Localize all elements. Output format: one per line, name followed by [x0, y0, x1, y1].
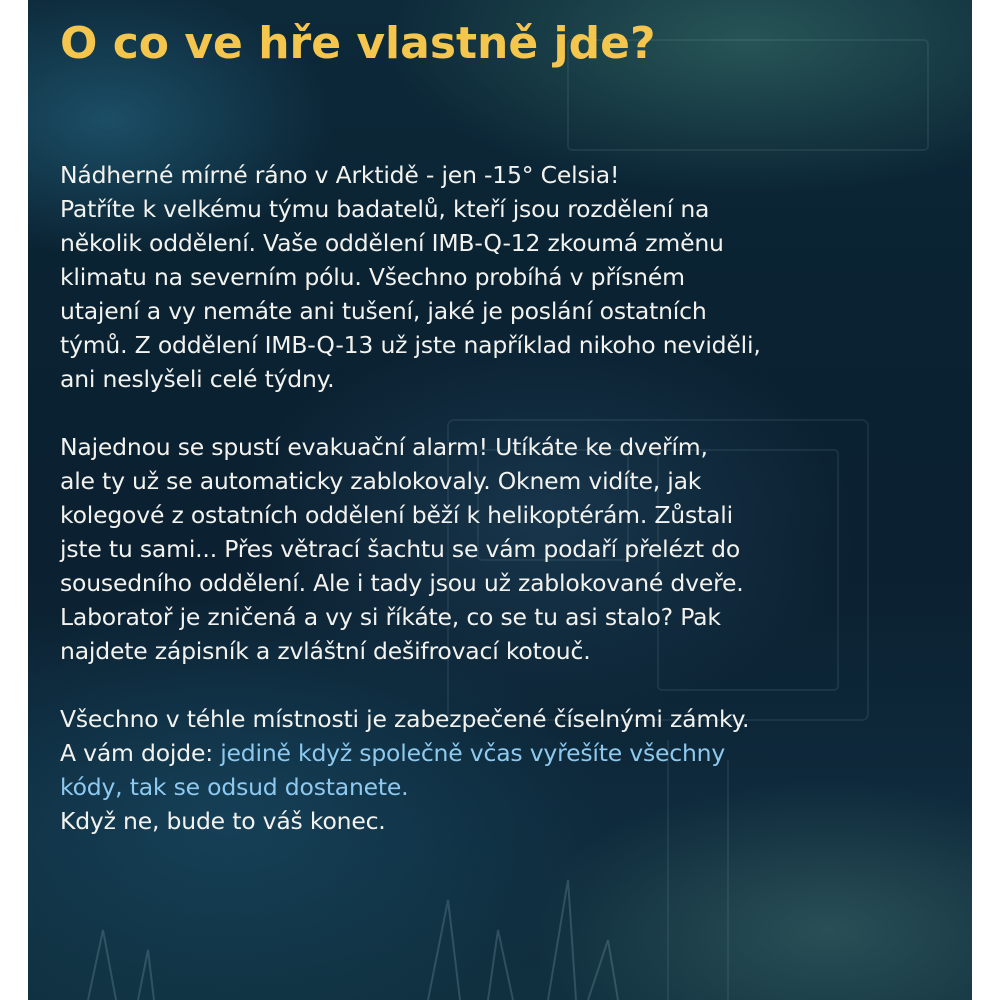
text-line: Nádherné mírné ráno v Arktidě - jen -15° Celsia!	[60, 161, 620, 189]
text-line: najdete zápisník a zvláštní dešifrovací kotouč.	[60, 637, 591, 665]
paragraph-alarm	[60, 430, 960, 668]
story-panel	[28, 0, 972, 1000]
text-line: utajení a vy nemáte ani tušení, jaké je poslání ostatních	[60, 297, 707, 325]
text-line: ale ty už se automaticky zablokovaly. Oknem vidíte, jak	[60, 467, 702, 495]
text-line: Když ne, bude to váš konec.	[60, 807, 386, 835]
paragraph-intro	[60, 158, 960, 396]
text-line: týmů. Z oddělení IMB-Q-13 už jste například nikoho neviděli,	[60, 331, 761, 359]
text-line: ani neslyšeli celé týdny.	[60, 365, 335, 393]
text-line: několik oddělení. Vaše oddělení IMB-Q-12 zkoumá změnu	[60, 229, 724, 257]
text-line: Patříte k velkému týmu badatelů, kteří jsou rozdělení na	[60, 195, 710, 223]
paragraph-goal	[60, 702, 960, 838]
text-line: Najednou se spustí evakuační alarm! Utíkáte ke dveřím,	[60, 433, 708, 461]
text-line: kolegové z ostatních oddělení běží k helikoptérám. Zůstali	[60, 501, 733, 529]
text-line: jste tu sami... Přes větrací šachtu se vám podaří přelézt do	[60, 535, 741, 563]
highlighted-text: kódy, tak se odsud dostanete.	[60, 773, 409, 801]
highlighted-text: jedině když společně včas vyřešíte všechny	[220, 739, 726, 767]
story-text	[60, 158, 960, 838]
text-line	[60, 736, 960, 770]
text-line: Laboratoř je zničená a vy si říkáte, co se tu asi stalo? Pak	[60, 603, 721, 631]
text-line: sousedního oddělení. Ale i tady jsou už zablokované dveře.	[60, 569, 744, 597]
page-title: O co ve hře vlastně jde?	[60, 18, 656, 69]
text-line: klimatu na severním pólu. Všechno probíhá v přísném	[60, 263, 685, 291]
text-prefix: A vám dojde:	[60, 739, 221, 767]
text-line: Všechno v téhle místnosti je zabezpečené číselnými zámky.	[60, 705, 750, 733]
